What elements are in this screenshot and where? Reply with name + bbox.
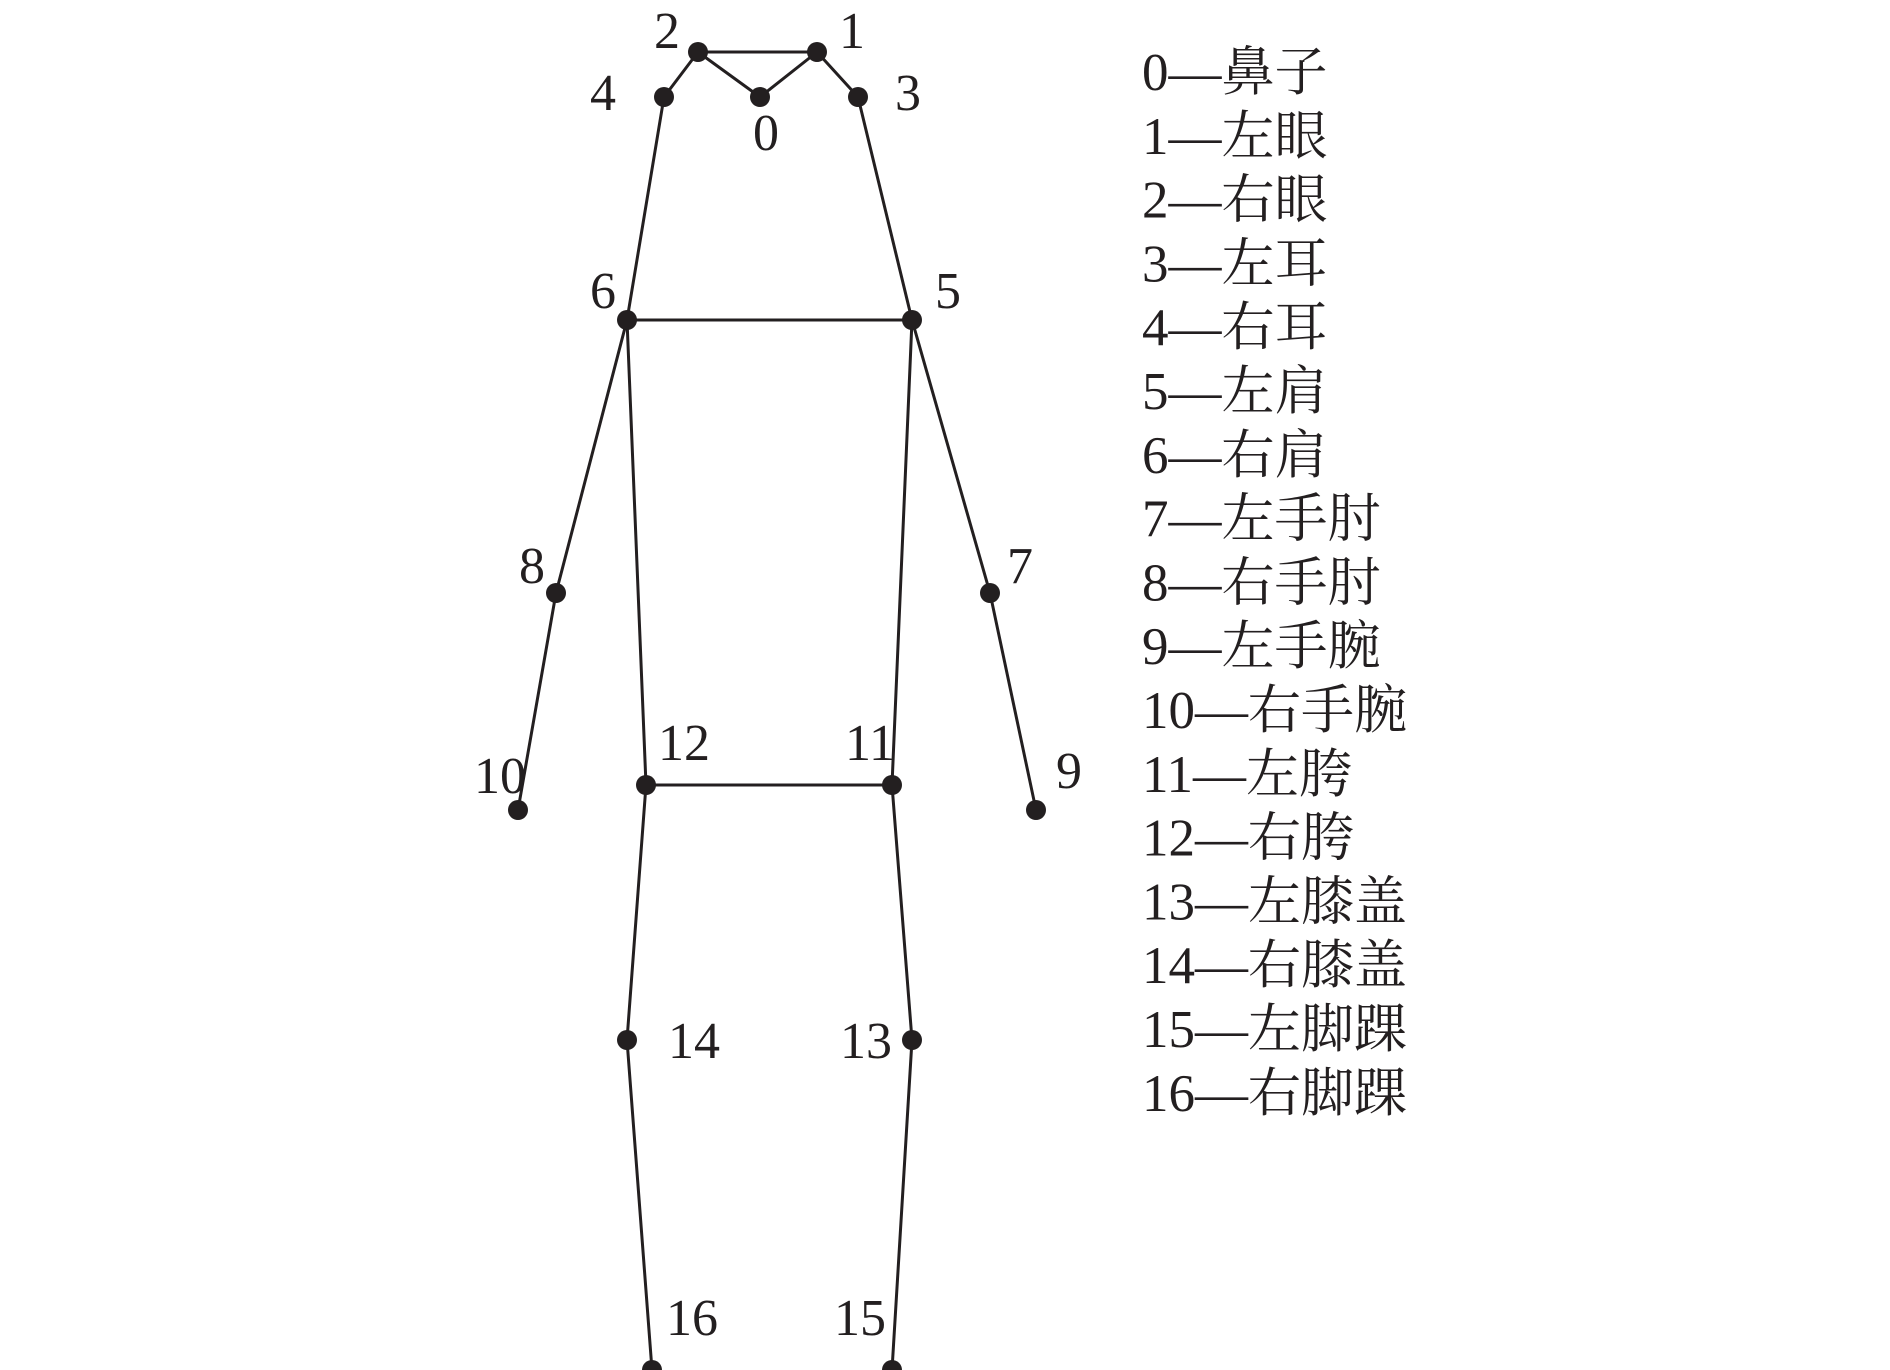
keypoint-label-0: 0 xyxy=(753,105,779,162)
keypoint-label-2: 2 xyxy=(654,3,680,60)
legend-item: 12—右胯 xyxy=(1142,809,1354,868)
legend-item: 1—左眼 xyxy=(1142,107,1328,166)
keypoint-label-12: 12 xyxy=(658,715,710,772)
bone-7-9 xyxy=(990,593,1036,810)
keypoint-1 xyxy=(807,42,827,62)
legend-item: 2—右眼 xyxy=(1142,171,1328,230)
keypoint-label-7: 7 xyxy=(1007,538,1033,595)
bone-3-5 xyxy=(858,97,912,320)
keypoint-legend xyxy=(1142,44,1407,1123)
keypoint-9 xyxy=(1026,800,1046,820)
keypoint-0 xyxy=(750,87,770,107)
legend-item: 5—左肩 xyxy=(1142,363,1328,421)
keypoint-labels xyxy=(474,3,1082,1347)
keypoint-5 xyxy=(902,310,922,330)
bone-11-13 xyxy=(892,785,912,1040)
bone-0-1 xyxy=(760,52,817,97)
keypoint-label-10: 10 xyxy=(474,748,526,805)
keypoint-label-14: 14 xyxy=(668,1013,720,1070)
legend-item: 4—右耳 xyxy=(1142,299,1328,358)
skeleton-connections xyxy=(518,52,1036,1370)
keypoint-11 xyxy=(882,775,902,795)
legend-item: 3—左耳 xyxy=(1142,235,1328,294)
keypoint-4 xyxy=(654,87,674,107)
bone-0-2 xyxy=(698,52,760,97)
keypoint-7 xyxy=(980,583,1000,603)
keypoint-12 xyxy=(636,775,656,795)
bone-5-7 xyxy=(912,320,990,593)
legend-item: 0—鼻子 xyxy=(1142,44,1328,102)
bone-14-16 xyxy=(627,1040,652,1370)
bone-13-15 xyxy=(892,1040,912,1370)
keypoint-6 xyxy=(617,310,637,330)
legend-item: 10—右手腕 xyxy=(1142,682,1407,740)
keypoint-label-16: 16 xyxy=(666,1290,718,1347)
legend-item: 16—右脚踝 xyxy=(1142,1064,1407,1123)
keypoint-label-15: 15 xyxy=(834,1290,886,1347)
keypoint-label-1: 1 xyxy=(839,3,865,60)
keypoint-8 xyxy=(546,583,566,603)
legend-item: 6—右肩 xyxy=(1142,426,1328,485)
bone-12-14 xyxy=(627,785,646,1040)
keypoint-label-4: 4 xyxy=(590,65,616,122)
keypoint-3 xyxy=(848,87,868,107)
keypoint-15 xyxy=(882,1360,902,1370)
legend-item: 13—左膝盖 xyxy=(1142,873,1407,932)
keypoint-label-9: 9 xyxy=(1056,743,1082,800)
keypoint-2 xyxy=(688,42,708,62)
keypoint-label-11: 11 xyxy=(844,715,896,772)
bone-6-12 xyxy=(627,320,646,785)
legend-item: 14—右膝盖 xyxy=(1142,937,1407,996)
legend-item: 15—左脚踝 xyxy=(1142,1001,1407,1059)
legend-item: 7—左手肘 xyxy=(1142,490,1381,549)
keypoint-13 xyxy=(902,1030,922,1050)
bone-6-8 xyxy=(556,320,627,593)
keypoint-16 xyxy=(642,1360,662,1370)
keypoint-14 xyxy=(617,1030,637,1050)
skeleton-keypoints xyxy=(508,42,1046,1370)
bone-4-6 xyxy=(627,97,664,320)
legend-item: 8—右手肘 xyxy=(1142,554,1381,613)
keypoint-label-6: 6 xyxy=(590,263,616,320)
keypoint-label-13: 13 xyxy=(840,1013,892,1070)
legend-item: 11—左胯 xyxy=(1142,745,1353,804)
keypoint-label-3: 3 xyxy=(895,65,921,122)
keypoint-label-5: 5 xyxy=(935,263,961,320)
keypoint-label-8: 8 xyxy=(519,538,545,595)
legend-item: 9—左手腕 xyxy=(1142,618,1381,677)
